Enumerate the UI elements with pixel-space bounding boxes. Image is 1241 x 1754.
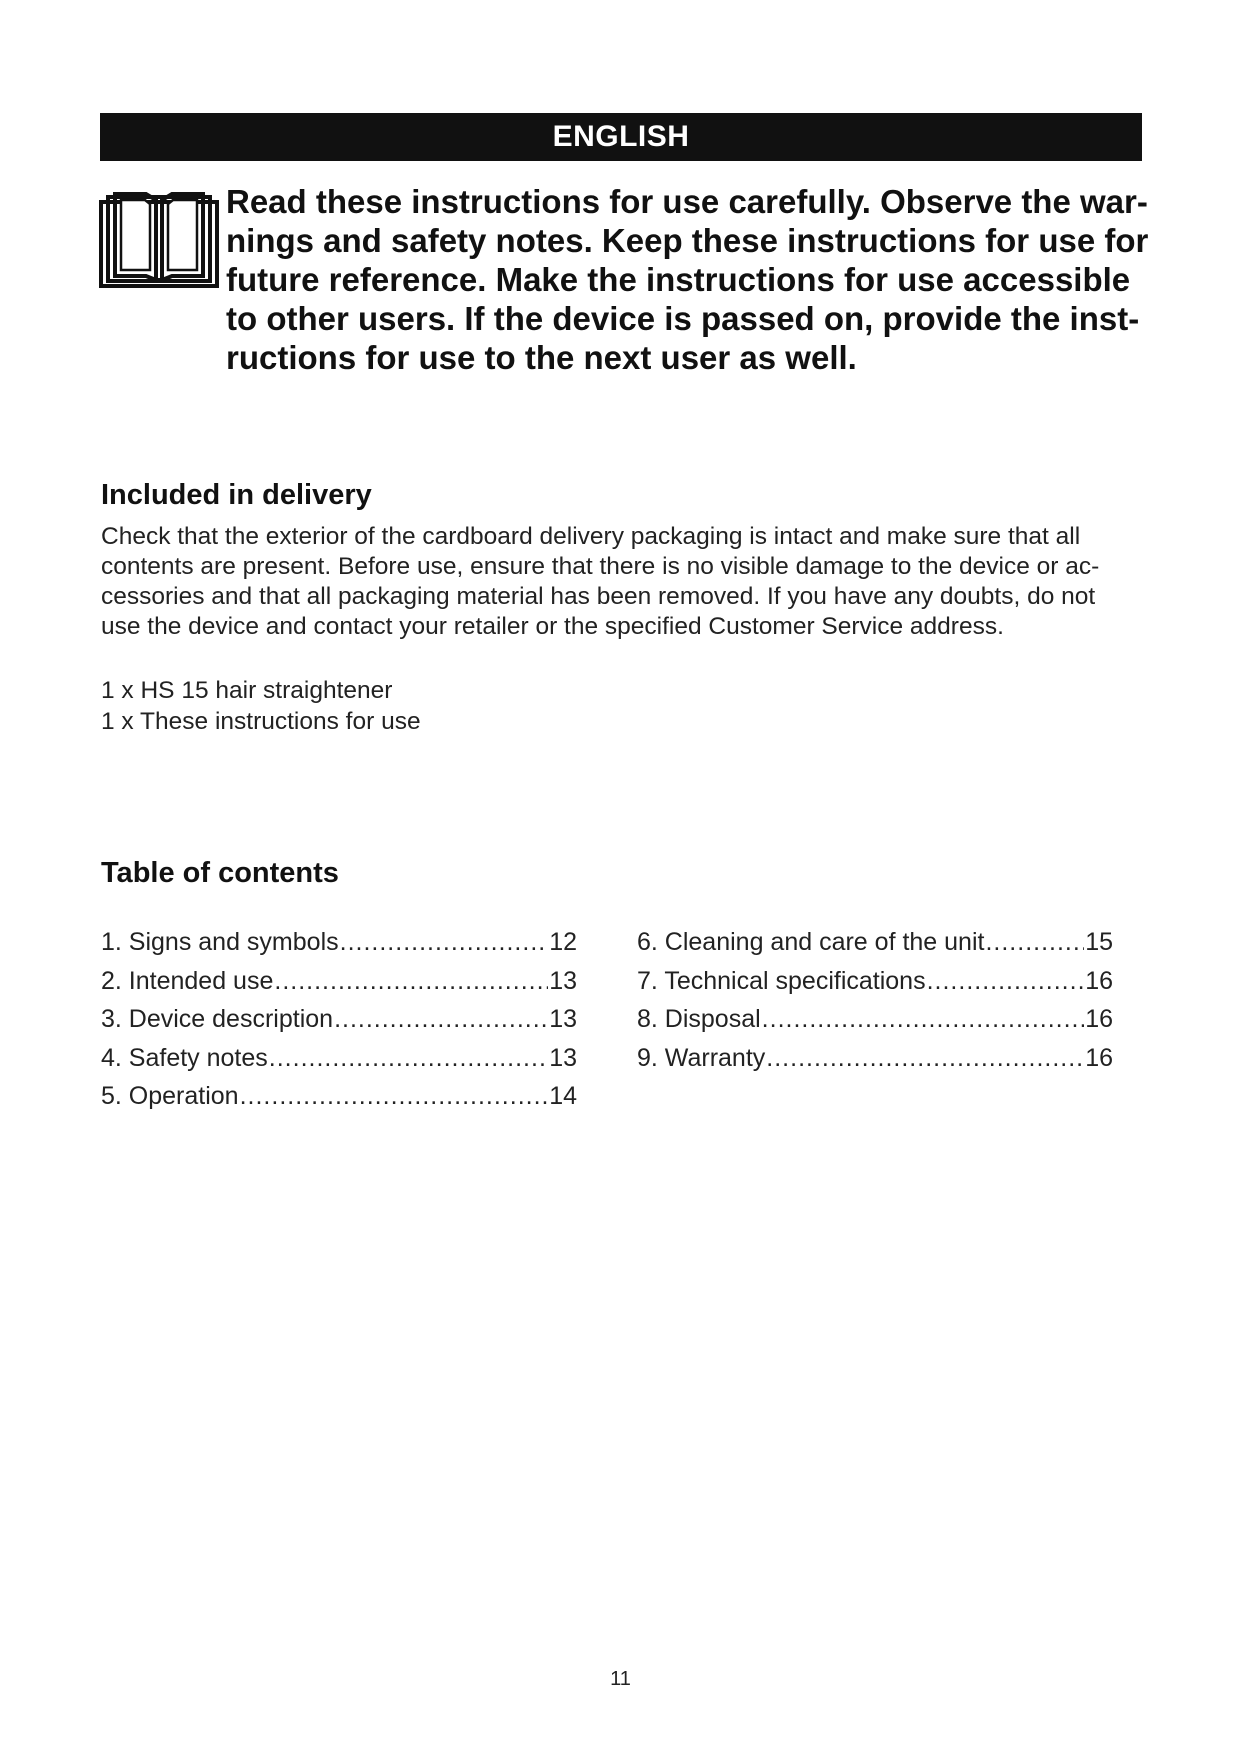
toc-entry-page: 13 — [549, 1043, 577, 1072]
toc-entry — [101, 1077, 577, 1116]
toc-heading: Table of contents — [101, 857, 339, 889]
toc-entry — [637, 923, 1113, 962]
toc-entry-label: 3. Device description — [101, 1005, 334, 1033]
toc-entry-label: 2. Intended use — [101, 966, 274, 995]
toc-entry — [101, 962, 577, 1001]
toc-entry-page: 15 — [1085, 928, 1113, 956]
toc-column-left — [101, 923, 577, 1116]
intro-line: Read these instructions for use carefully. Observe the war- — [226, 183, 1148, 220]
toc-entry-label: 1. Signs and symbols — [101, 928, 339, 956]
toc-leader-dots — [334, 1000, 548, 1039]
delivery-heading: Included in delivery — [101, 479, 372, 511]
delivery-items-list — [101, 675, 421, 737]
delivery-line: use the device and contact your retailer or the specified Customer Service address. — [101, 613, 1004, 640]
list-item: 1 x HS 15 hair straightener — [101, 677, 393, 704]
toc-leader-dots — [274, 962, 548, 1001]
list-item: 1 x These instructions for use — [101, 708, 421, 735]
toc-leader-dots — [927, 962, 1085, 1001]
toc-entry-page: 13 — [549, 966, 577, 995]
toc-leader-dots — [985, 923, 1084, 962]
intro-line: future reference. Make the instructions for use accessible — [226, 261, 1131, 298]
toc-entry-label: 4. Safety notes — [101, 1043, 268, 1072]
intro-warning-text — [226, 182, 1149, 377]
toc-entry — [637, 1039, 1113, 1078]
toc-leader-dots — [340, 923, 549, 962]
toc-entry-page: 13 — [549, 1005, 577, 1033]
toc-leader-dots — [762, 1000, 1085, 1039]
toc-entry-page: 16 — [1085, 966, 1113, 995]
toc-entry-page: 16 — [1085, 1043, 1113, 1072]
toc-entry — [101, 1039, 577, 1078]
toc-entry-label: 9. Warranty — [637, 1043, 766, 1072]
toc-entry-page: 14 — [549, 1082, 577, 1110]
toc-entry-label: 8. Disposal — [637, 1005, 761, 1033]
delivery-line: cessories and that all packaging material has been removed. If you have any doubts, do not — [101, 583, 1096, 610]
toc-entry-page: 12 — [549, 928, 577, 956]
intro-line: nings and safety notes. Keep these instructions for use for — [226, 222, 1149, 259]
language-header: ENGLISH — [100, 113, 1142, 161]
toc-entry-label: 5. Operation — [101, 1082, 239, 1110]
intro-line: ructions for use to the next user as well. — [226, 339, 857, 376]
toc-entry — [637, 1000, 1113, 1039]
toc-entry — [637, 962, 1113, 1001]
toc-entry — [101, 1000, 577, 1039]
delivery-line: contents are present. Before use, ensure that there is no visible damage to the device or ac- — [101, 553, 1100, 580]
toc-column-right — [637, 923, 1113, 1077]
toc-entry-page: 16 — [1085, 1005, 1113, 1033]
page-number: 11 — [610, 1668, 631, 1690]
toc-entry — [101, 923, 577, 962]
toc-entry-label: 6. Cleaning and care of the unit — [637, 928, 985, 956]
book-icon — [98, 188, 220, 292]
toc-leader-dots — [766, 1039, 1084, 1078]
delivery-line: Check that the exterior of the cardboard delivery packaging is intact and make sure that all — [101, 523, 1081, 550]
intro-line: to other users. If the device is passed on, provide the inst- — [226, 300, 1140, 337]
toc-entry-label: 7. Technical specifications — [637, 966, 926, 995]
toc-leader-dots — [240, 1077, 549, 1116]
toc-leader-dots — [269, 1039, 548, 1078]
delivery-paragraph — [101, 522, 1145, 642]
